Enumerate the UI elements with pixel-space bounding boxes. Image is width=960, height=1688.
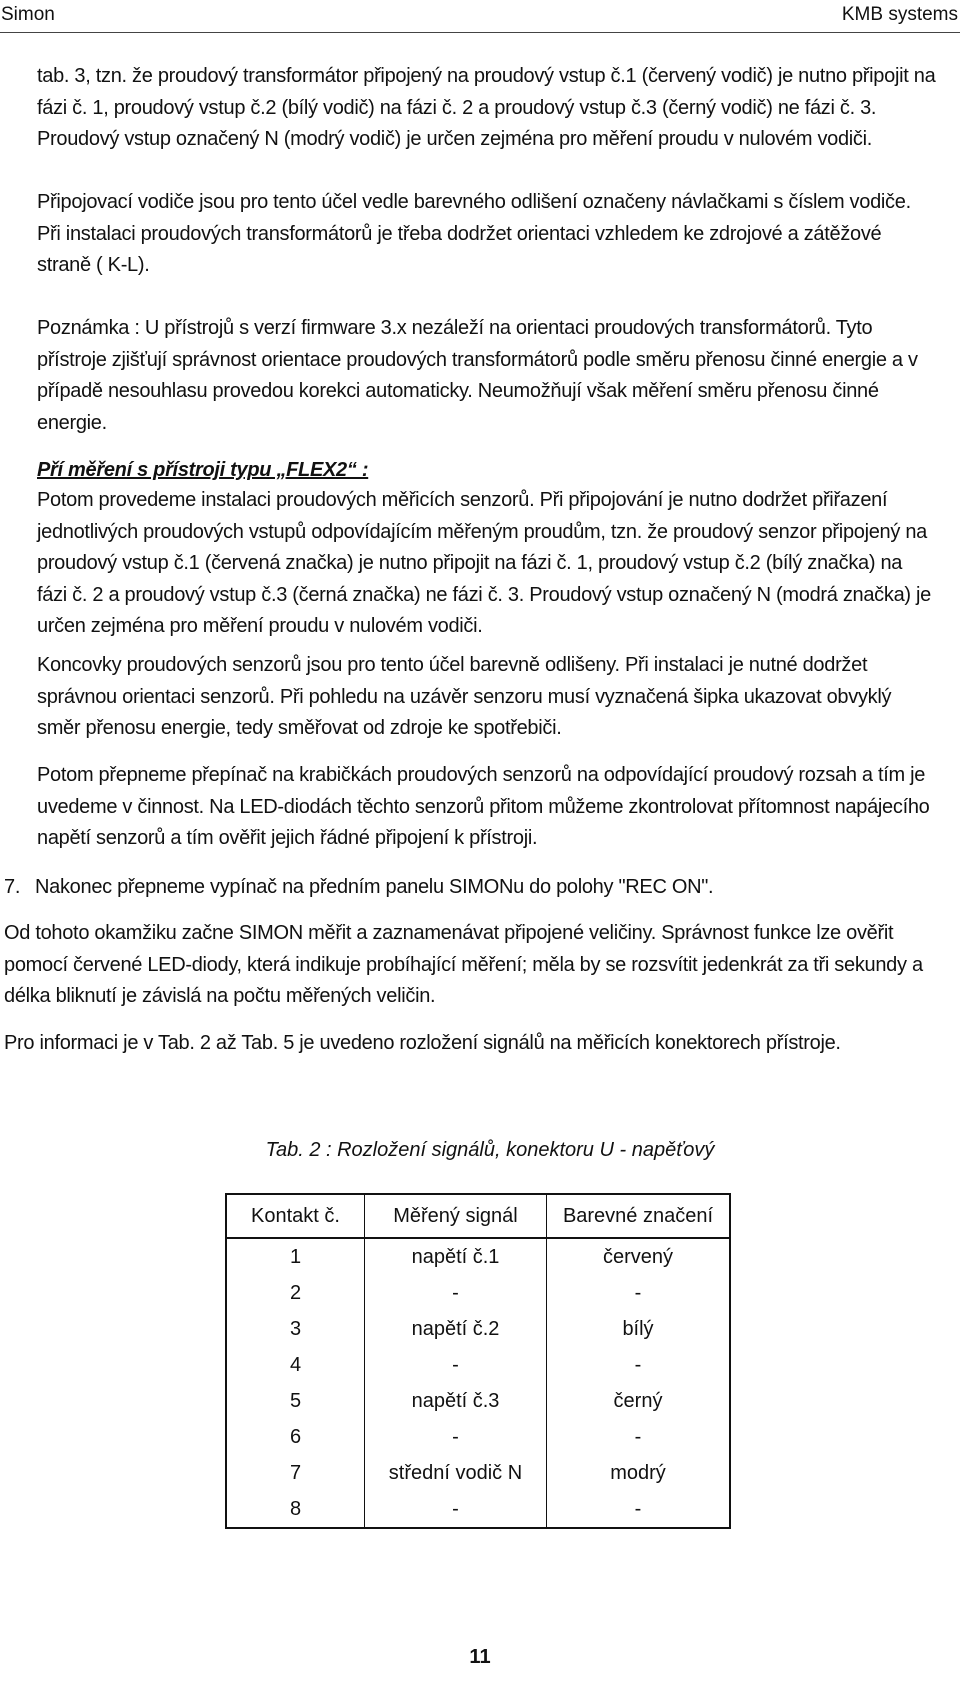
paragraph-sensor-orientation: Koncovky proudových senzorů jsou pro tento účel barevně odlišeny. Při instalaci je nutné dodržet správnou orientaci senzorů. Při pohledu na uzávěr senzoru musí vyznačená šipka ukazovat obvyklý směr přenosu energie, tedy směřovat od zdroje ke spotřebiči. [37, 654, 892, 739]
table-row [226, 1347, 730, 1383]
table-cell: střední vodič N [365, 1455, 547, 1491]
table-cell: 8 [226, 1491, 365, 1528]
list-item-number: 7. [4, 876, 21, 898]
table-cell: bílý [547, 1311, 731, 1347]
paragraph-firmware-note: Poznámka : U přístrojů s verzí firmware 3.x nezáleží na orientaci proudových transformátorů. Tyto přístroje zjišťují správnost orientace proudových transformátorů podle směru přenosu činné energie a v případě nesouhlasu provedou korekci automaticky. Neumožňují však měření směru přenosu činné energie. [37, 317, 918, 434]
table-cell: - [547, 1491, 731, 1528]
flex2-heading: Pří měření s přístroji typu „FLEX2“ : [37, 459, 369, 481]
table-row [226, 1311, 730, 1347]
table-cell: černý [547, 1383, 731, 1419]
table-cell: - [547, 1347, 731, 1383]
header-divider [0, 32, 960, 33]
table-caption: Tab. 2 : Rozložení signálů, konektoru U - napěťový [265, 1139, 715, 1161]
table-header-cell: Měřený signál [365, 1194, 547, 1238]
paragraph-sensor-install: Potom provedeme instalaci proudových měřicích senzorů. Při připojování je nutno dodržet přiřazení jednotlivých proudových vstupů odpovídajícím měřeným proudům, tzn. že proudový senzor připojený na proudový vstup č.1 (červená značka) je nutno připojit na fázi č. 1, proudový vstup č.2 (bílý značka) na fázi č. 2 a proudový vstup č.3 (černá značka) ne fázi č. 3. Proudový vstup označený N (modrá značka) je určen zejména pro měření proudu v nulovém vodiči. [37, 489, 931, 637]
paragraph-connector-info: Pro informaci je v Tab. 2 až Tab. 5 je uvedeno rozložení signálů na měřicích konektorech přístroje. [4, 1032, 841, 1054]
table-cell: 7 [226, 1455, 365, 1491]
table-row [226, 1383, 730, 1419]
table-row [226, 1455, 730, 1491]
table-header-cell: Barevné značení [547, 1194, 731, 1238]
table-cell: - [547, 1275, 731, 1311]
table-cell: 3 [226, 1311, 365, 1347]
table-cell: - [365, 1419, 547, 1455]
table-cell: 1 [226, 1238, 365, 1275]
table-cell: - [365, 1275, 547, 1311]
table-cell: 2 [226, 1275, 365, 1311]
table-cell: červený [547, 1238, 731, 1275]
table-row [226, 1419, 730, 1455]
table-row [226, 1238, 730, 1275]
table-row [226, 1491, 730, 1528]
table-cell: napětí č.3 [365, 1383, 547, 1419]
list-item-7 [4, 872, 954, 904]
table-cell: - [365, 1347, 547, 1383]
paragraph-wire-markers: Připojovací vodiče jsou pro tento účel vedle barevného odlišení označeny návlačkami s číslem vodiče. Při instalaci proudových transformátorů je třeba dodržet orientaci vzhledem ke zdrojové a zátěžové straně ( K-L). [37, 191, 911, 276]
table-cell: 5 [226, 1383, 365, 1419]
table-cell: napětí č.1 [365, 1238, 547, 1275]
paragraph-measurement-start: Od tohoto okamžiku začne SIMON měřit a zaznamenávat připojené veličiny. Správnost funkce lze ověřit pomocí červené LED-diody, která indikuje probíhající měření; měla by se rozsvítit jedenkrát za tři sekundy a délka bliknutí je závislá na počtu měřených veličin. [4, 922, 923, 1007]
paragraph-current-inputs: tab. 3, tzn. že proudový transformátor připojený na proudový vstup č.1 (červený vodič) je nutno připojit na fázi č. 1, proudový vstup č.2 (bílý vodič) na fázi č. 2 a proudový vstup č.3 (černý vodič) ne fázi č. 3. Proudový vstup označený N (modrý vodič) je určen zejména pro měření proudu v nulovém vodiči. [37, 65, 936, 150]
table-header-cell: Kontakt č. [226, 1194, 365, 1238]
list-item-text: Nakonec přepneme vypínač na předním panelu SIMONu do polohy "REC ON". [35, 876, 714, 898]
table-cell: - [547, 1419, 731, 1455]
table-cell: modrý [547, 1455, 731, 1491]
table-header-row [226, 1194, 730, 1238]
table-cell: 4 [226, 1347, 365, 1383]
signal-table [225, 1193, 731, 1529]
table-cell: 6 [226, 1419, 365, 1455]
paragraph-switch-range: Potom přepneme přepínač na krabičkách proudových senzorů na odpovídající proudový rozsah a tím je uvedeme v činnost. Na LED-diodách těchto senzorů přitom můžeme zkontrolovat přítomnost napájecího napětí senzorů a tím ověřit jejich řádné připojení k přístroji. [37, 764, 930, 849]
header-right: KMB systems [841, 4, 958, 25]
table-cell: - [365, 1491, 547, 1528]
table-row [226, 1275, 730, 1311]
page-number: 11 [469, 1646, 491, 1668]
table-cell: napětí č.2 [365, 1311, 547, 1347]
header-left: Simon [1, 4, 55, 25]
